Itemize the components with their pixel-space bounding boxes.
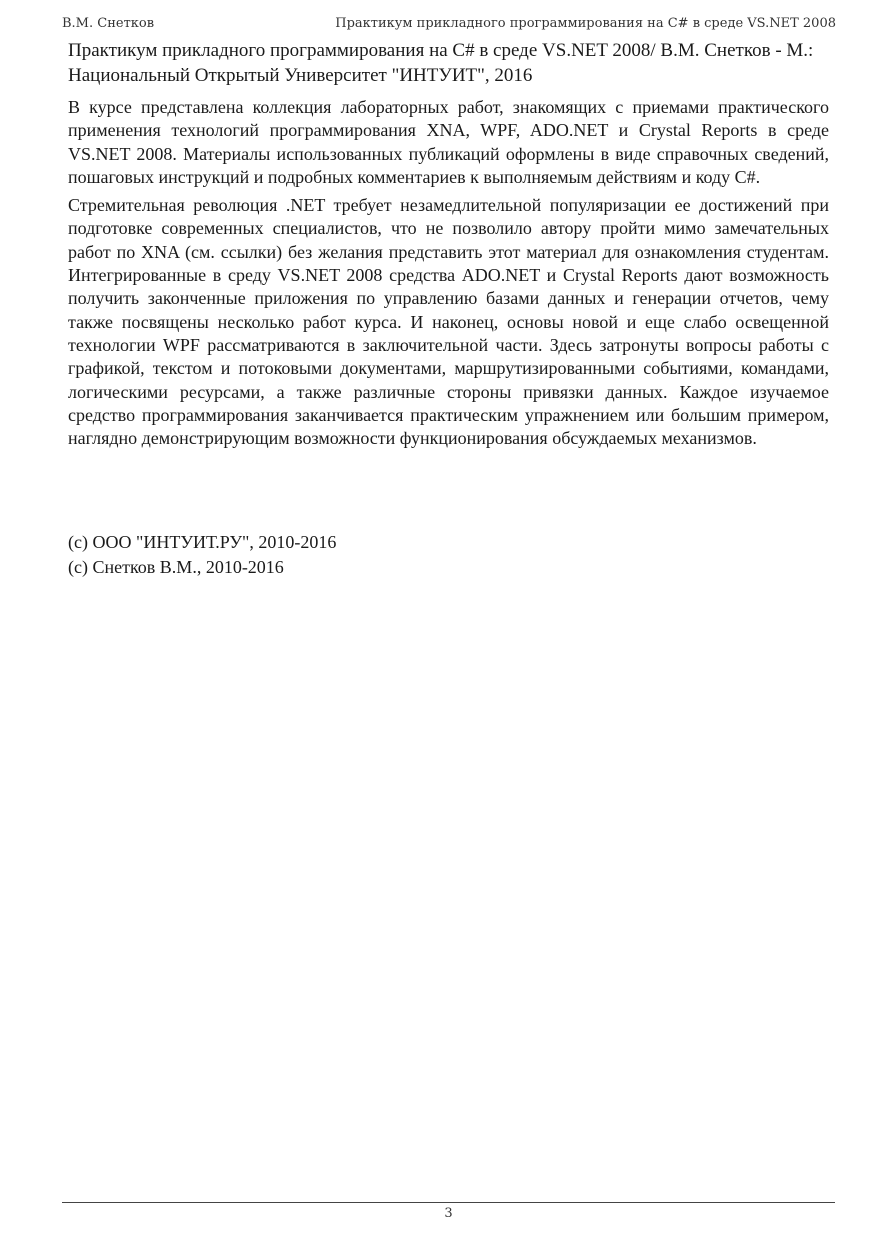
copyright-block <box>68 530 829 580</box>
abstract <box>68 96 829 455</box>
copyright-line: (c) ООО "ИНТУИТ.РУ", 2010-2016 <box>68 532 337 552</box>
running-header <box>62 16 836 36</box>
page-number: 3 <box>444 1206 453 1221</box>
copyright-line: (c) Снетков В.М., 2010-2016 <box>68 557 284 577</box>
header-author: В.М. Снетков <box>62 16 155 31</box>
header-title: Практикум прикладного программирования на C# в среде VS.NET 2008 <box>335 16 836 31</box>
footer-divider <box>62 1202 835 1203</box>
bibliographic-citation: Практикум прикладного программирования на C# в среде VS.NET 2008/ В.М. Снетков - М.: Национальный Открытый Университет "ИНТУИТ", 2016 <box>68 40 814 86</box>
abstract-paragraph: В курсе представлена коллекция лабораторных работ, знакомящих с приемами практического применения технологий программирования XNA, WPF, ADO.NET и Crystal Reports в среде VS.NET 2008. Материалы использованных публикаций оформлены в виде справочных сведений, пошаговых инструкций и подробных комментариев к выполняемым действиям и коду C#. <box>68 97 829 187</box>
abstract-paragraph: Стремительная революция .NET требует незамедлительной популяризации ее достижений при подготовке современных специалистов, что не позволило автору пройти мимо замечательных работ по XNA (см. ссылки) без желания представить этот материал для ознакомления студентам. Интегрированные в среду VS.NET 2008 средства ADO.NET и Crystal Reports дают возможность получить законченные приложения по управлению базами данных и генерации отчетов, чему также посвящены несколько работ курса. И наконец, основы новой и еще слабо освещенной технологии WPF рассматриваются в заключительной части. Здесь затронуты вопросы работы с графикой, текстом и потоковыми документами, маршрутизированными событиями, командами, логическими ресурсами, а также различные стороны привязки данных. Каждое изучаемое средство программирования заканчивается практическим упражнением или большим примером, наглядно демонстрирующим возможности функционирования обсуждаемых механизмов. <box>68 195 829 449</box>
